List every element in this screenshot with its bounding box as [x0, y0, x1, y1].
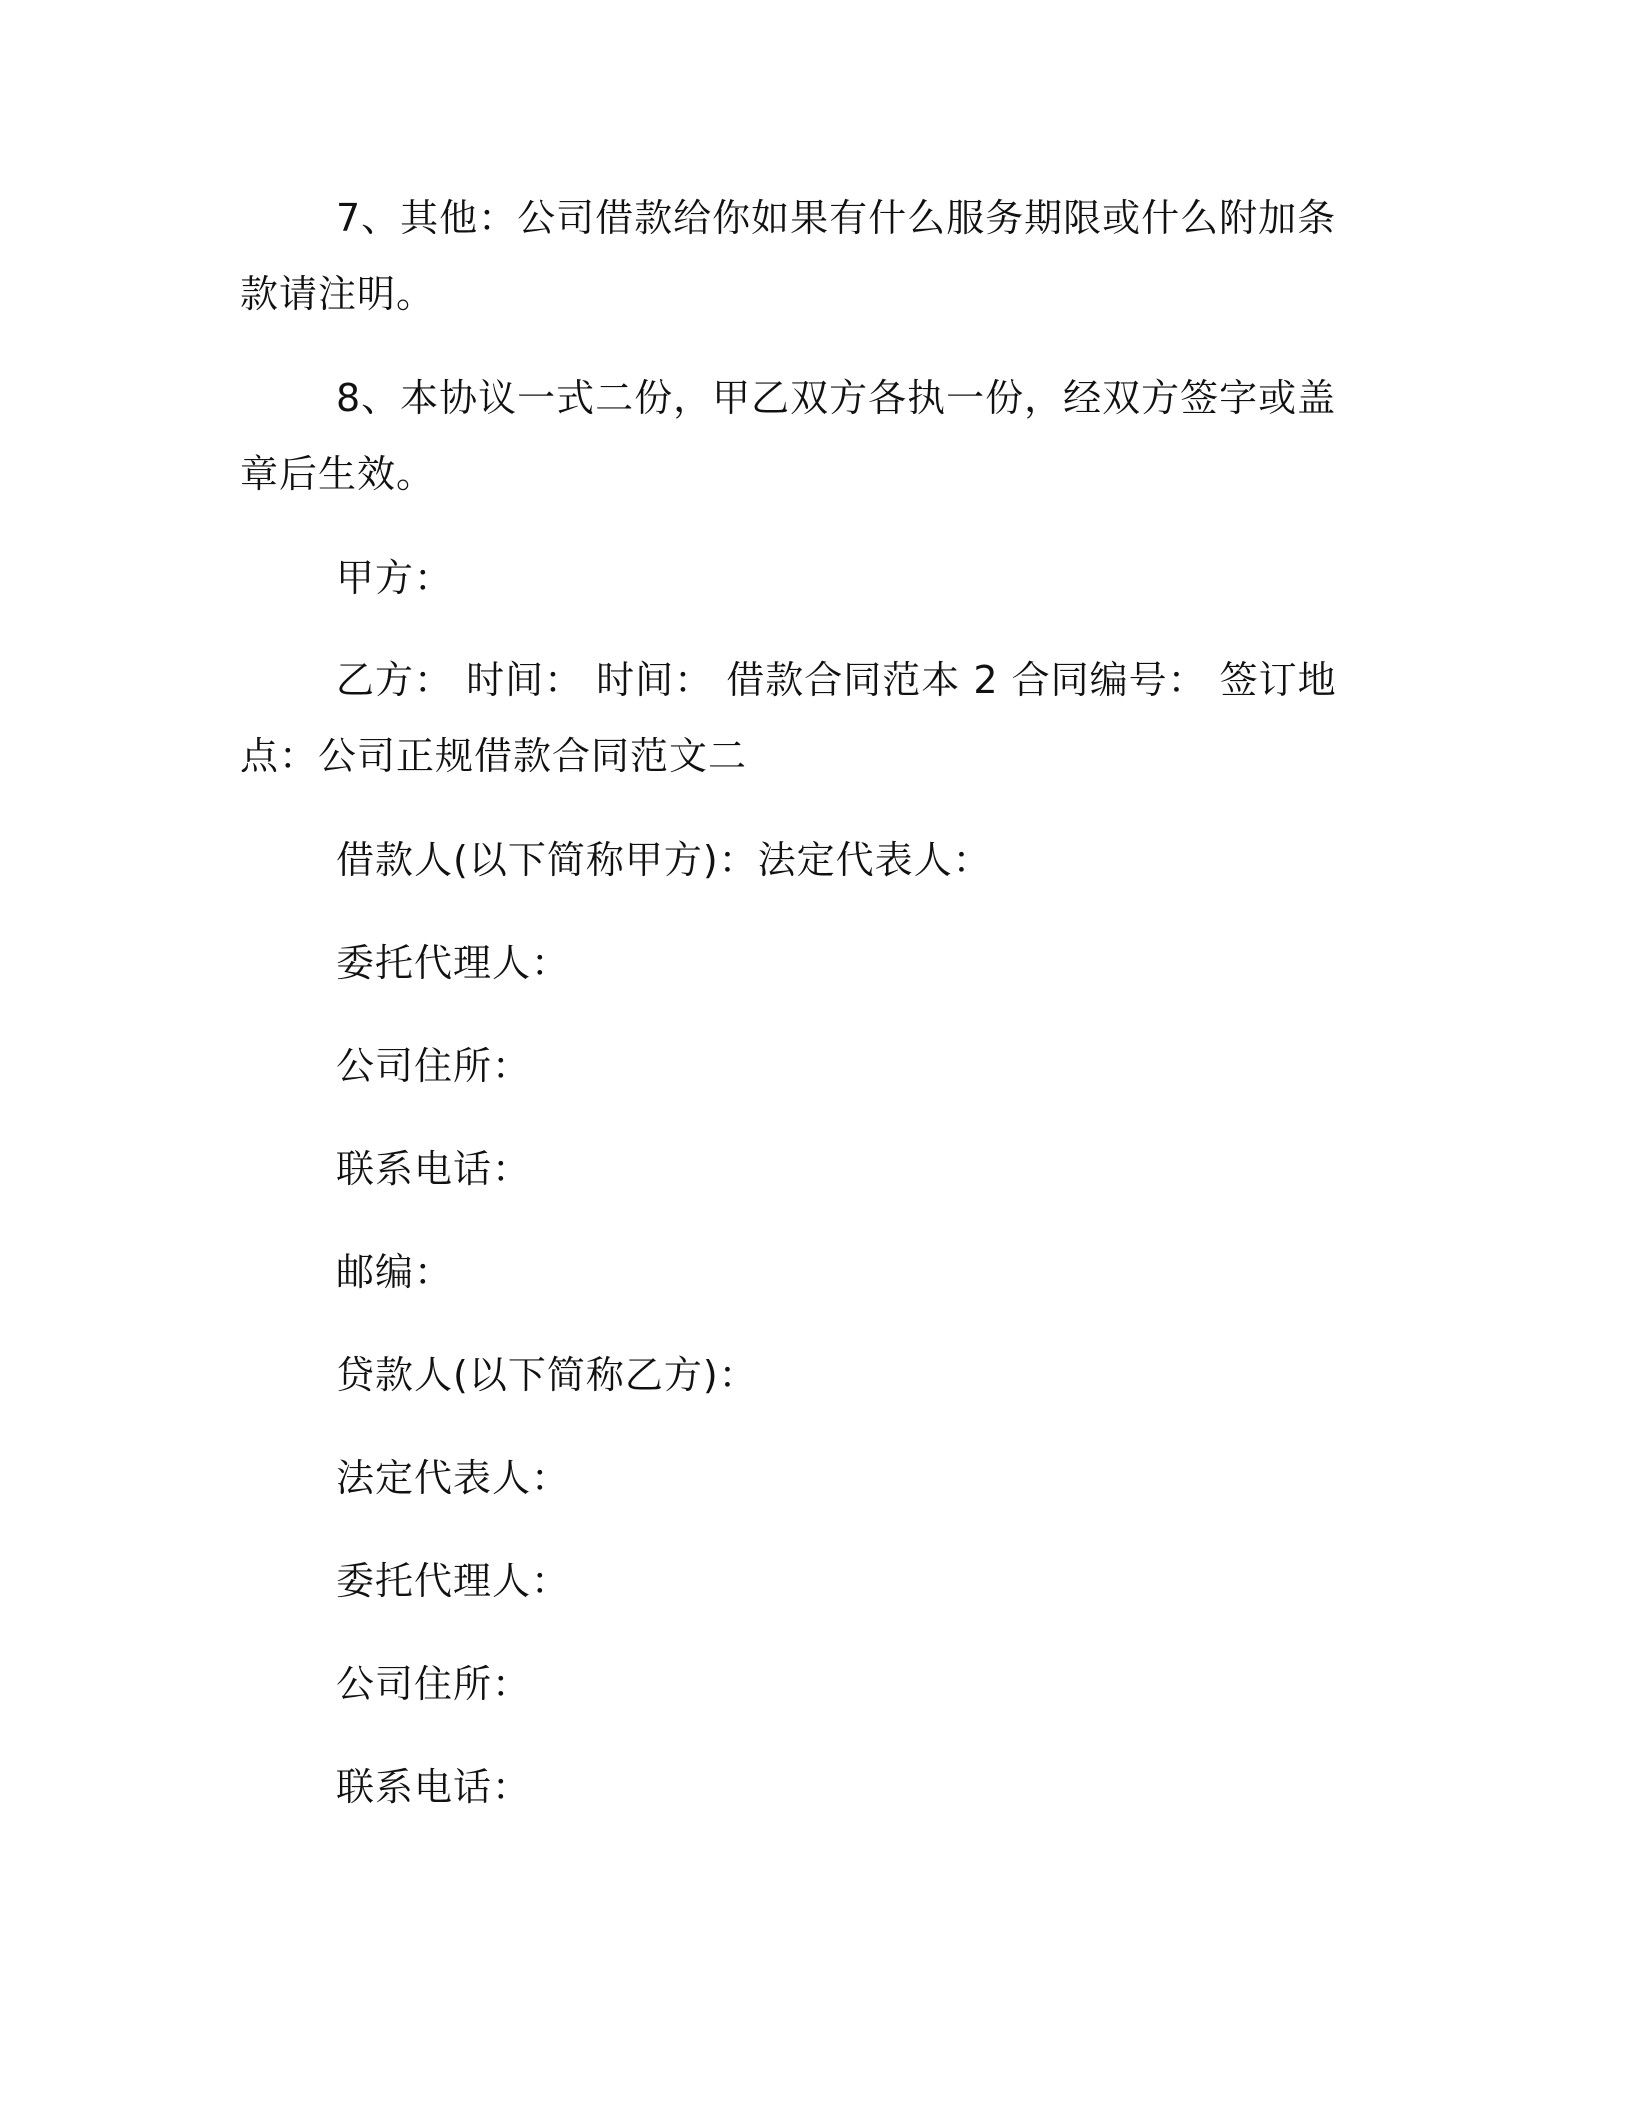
borrower-line: 借款人(以下简称甲方)：法定代表人： [336, 838, 992, 882]
lender-address-label: 公司住所： [336, 1662, 532, 1706]
lender-agent-label: 委托代理人： [336, 1559, 571, 1603]
clause-7-paragraph: 7、其他：公司借款给你如果有什么服务期限或什么附加条款请注明。 [240, 196, 1337, 316]
borrower-phone-label: 联系电话： [336, 1147, 532, 1191]
lender-phone-label: 联系电话： [336, 1765, 532, 1809]
party-a-label: 甲方： [336, 556, 454, 600]
clause-8-paragraph: 8、本协议一式二份，甲乙双方各执一份，经双方签字或盖章后生效。 [240, 376, 1337, 496]
lender-line: 贷款人(以下简称乙方)： [336, 1353, 758, 1397]
borrower-address-label: 公司住所： [336, 1044, 532, 1088]
lender-legal-rep-label: 法定代表人： [336, 1456, 571, 1500]
borrower-agent-label: 委托代理人： [336, 941, 571, 985]
party-b-line: 乙方： 时间： 时间： 借款合同范本 2 合同编号： 签订地点：公司正规借款合同范文二 [240, 658, 1337, 778]
borrower-postcode-label: 邮编： [336, 1250, 454, 1294]
